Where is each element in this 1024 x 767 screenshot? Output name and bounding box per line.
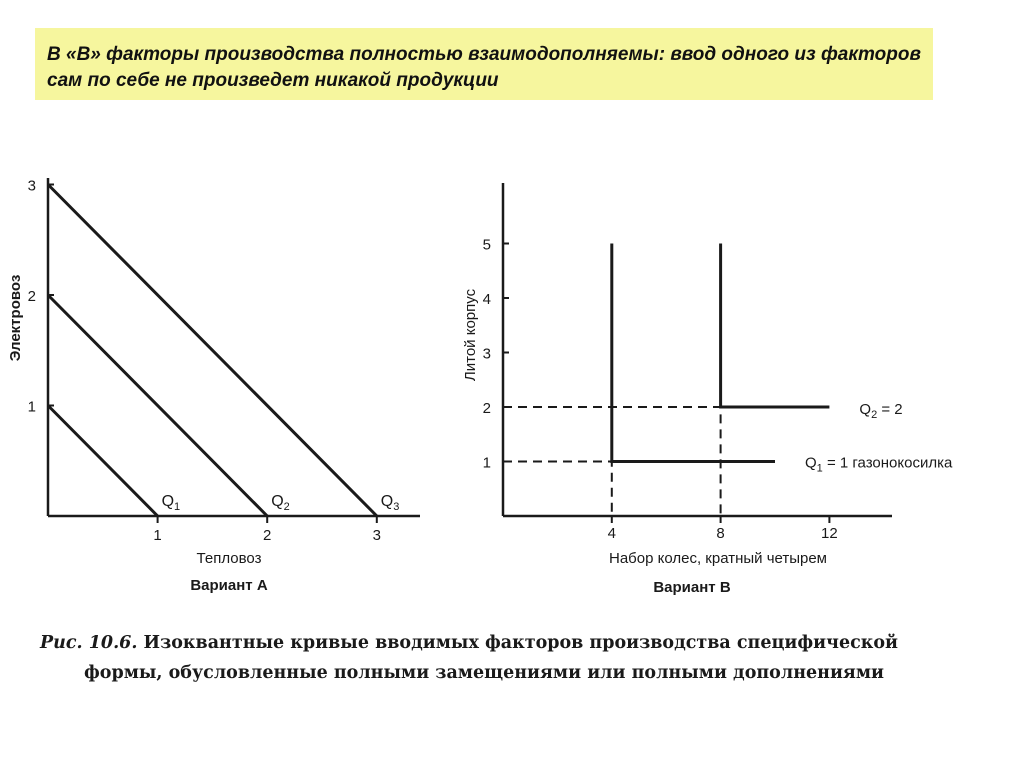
chart-b-xtick-label: 4 — [607, 525, 616, 542]
chart-a-ylabel: Электровоз — [7, 274, 24, 362]
chart-b-series-label: $Q_1 = 1$ газонокосилка — [805, 454, 953, 475]
chart-b-dashed-guide-1 — [503, 462, 612, 517]
chart-variant-b — [462, 183, 953, 596]
chart-a-ytick-label: 3 — [27, 177, 36, 195]
chart-b-ytick-label: 5 — [482, 236, 491, 254]
chart-a-series-label: $Q_2$ — [271, 493, 290, 513]
chart-b-title: Вариант B — [653, 579, 731, 596]
chart-b-ytick-label: 4 — [482, 291, 491, 308]
chart-b-ytick-label: 2 — [482, 400, 491, 417]
chart-a-ytick-label: 2 — [27, 288, 36, 305]
chart-a-isoquant-3 — [48, 185, 377, 517]
chart-a-title: Вариант A — [190, 577, 268, 594]
chart-b-xlabel: Набор колес, кратный четырем — [609, 550, 827, 567]
chart-b-isoquant-2 — [721, 244, 830, 408]
chart-a-isoquant-2 — [48, 295, 267, 516]
chart-b-xtick-label: 12 — [821, 525, 838, 542]
chart-b-ytick-label: 3 — [482, 345, 491, 363]
chart-b-ylabel: Литой корпус — [462, 288, 479, 382]
figure-caption — [40, 628, 1000, 688]
header-banner: В «В» факторы производства полностью взаимодополняемы: ввод одного из факторов сам по себе не произведет никакой продукции — [35, 28, 933, 100]
chart-a-isoquant-1 — [48, 406, 158, 517]
chart-b-xtick-label: 8 — [716, 525, 725, 542]
chart-b-ytick-label: 1 — [482, 454, 491, 472]
chart-a-xtick-label: 2 — [263, 527, 272, 544]
chart-b-isoquant-1 — [612, 244, 775, 462]
caption-line1: Изоквантные кривые вводимых факторов производства специфической — [143, 633, 899, 653]
chart-variant-a — [7, 178, 420, 595]
chart-a-xtick-label: 1 — [153, 527, 162, 544]
chart-a-xtick-label: 3 — [372, 527, 381, 544]
chart-b-series-label: $Q_2 = 2$ — [859, 401, 903, 421]
chart-a-series-label: $Q_3$ — [380, 493, 400, 513]
chart-a-series-label: $Q_1$ — [161, 493, 181, 513]
caption-prefix: Рис. 10.6. — [40, 633, 138, 653]
caption-line2: формы, обусловленные полными замещениями или полными дополнениями — [84, 663, 885, 683]
chart-a-xlabel: Тепловоз — [196, 550, 262, 567]
chart-a-ytick-label: 1 — [27, 398, 36, 416]
